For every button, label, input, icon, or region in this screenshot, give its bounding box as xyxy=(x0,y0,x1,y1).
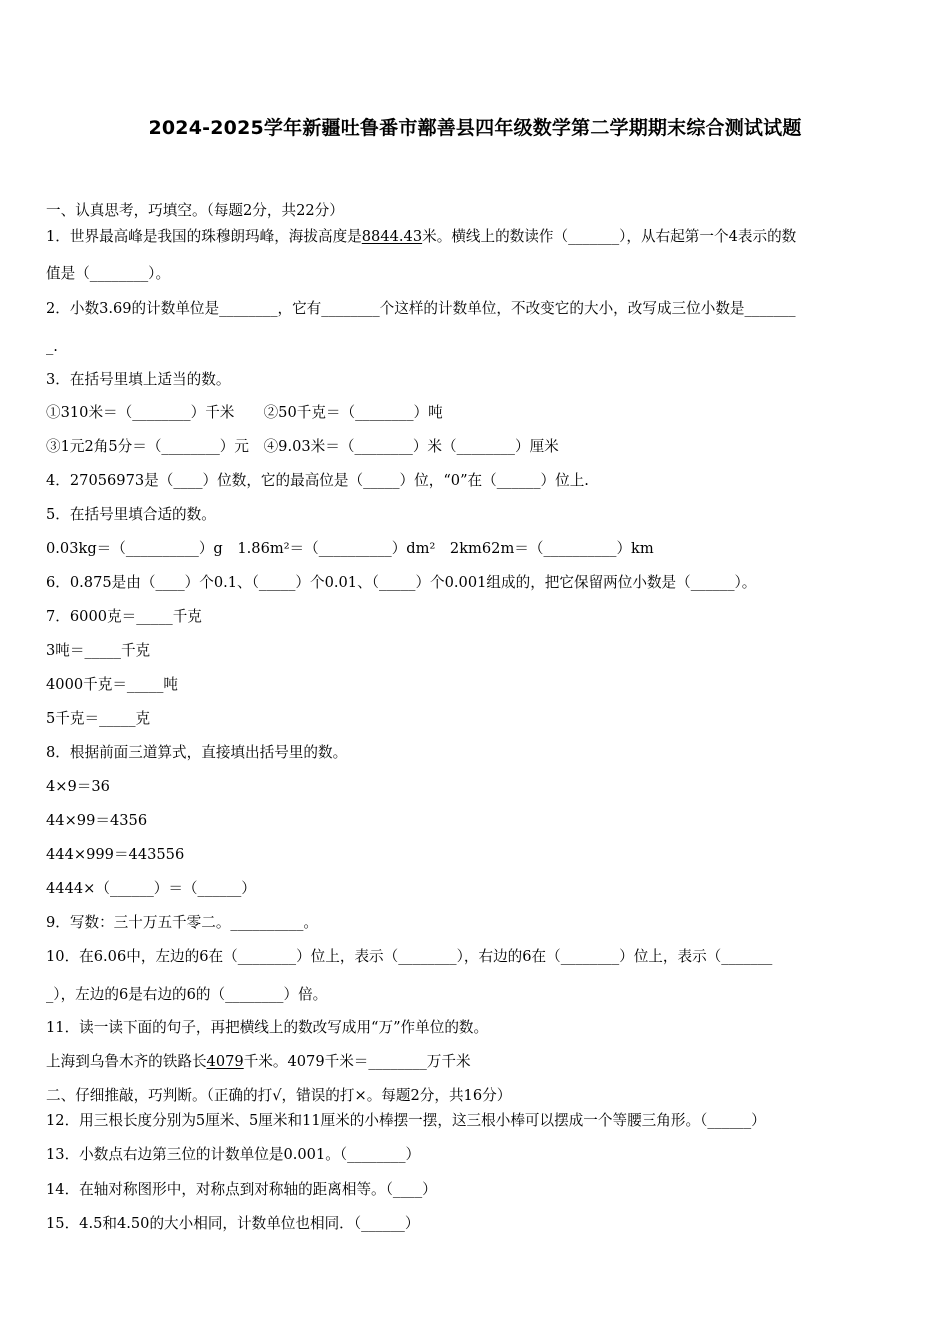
question-7-row-3: 4000千克＝_____吨 xyxy=(46,676,178,693)
question-2-line-1: 2．小数3.69的计数单位是________，它有________个这样的计数单位，不改变它的大小，改写成三位小数是_______ xyxy=(46,300,796,317)
question-11-underlined-number: 4079 xyxy=(206,1053,244,1070)
question-15: 15．4.5和4.50的大小相同，计数单位也相同．（______） xyxy=(46,1215,420,1232)
question-3-row-1: ①310米＝（________）千米 ②50千克＝（________）吨 xyxy=(46,404,443,421)
question-8: 8．根据前面三道算式，直接填出括号里的数。 xyxy=(46,744,348,761)
question-10-line-1: 10．在6.06中，左边的6在（________）位上，表示（________），右边的6在（________）位上，表示（_______ xyxy=(46,948,773,965)
section-two-heading: 二、仔细推敲，巧判断。（正确的打√，错误的打×。每题2分，共16分） xyxy=(46,1087,512,1104)
question-7-row-2: 3吨＝_____千克 xyxy=(46,642,151,659)
question-7-row-4: 5千克＝_____克 xyxy=(46,710,151,727)
question-6: 6．0.875是由（____）个0.1、（_____）个0.01、（_____）个0.001组成的，把它保留两位小数是（______）。 xyxy=(46,574,757,591)
question-8-equation-4: 4444×（______）＝（______） xyxy=(46,880,256,897)
question-8-equation-3: 444×999＝443556 xyxy=(46,846,185,863)
question-4: 4．27056973是（____）位数，它的最高位是（_____）位，“0”在（______）位上. xyxy=(46,472,589,489)
question-8-equation-2: 44×99＝4356 xyxy=(46,812,148,829)
section-one-heading: 一、认真思考，巧填空。（每题2分，共22分） xyxy=(46,202,344,219)
question-9: 9．写数：三十万五千零二。__________。 xyxy=(46,914,318,931)
exam-title: 2024-2025学年新疆吐鲁番市鄯善县四年级数学第二学期期末综合测试试题 xyxy=(148,117,802,139)
question-13: 13．小数点右边第三位的计数单位是0.001。（________） xyxy=(46,1146,421,1163)
question-11-text-a: 上海到乌鲁木齐的铁路长 xyxy=(46,1053,207,1070)
question-5: 5．在括号里填合适的数。 xyxy=(46,506,216,523)
question-7: 7．6000克＝_____千克 xyxy=(46,608,202,625)
question-3-row-2: ③1元2角5分＝（________）元 ④9.03米＝（________）米（________）厘米 xyxy=(46,438,559,455)
question-12: 12．用三根长度分别为5厘米、5厘米和11厘米的小棒摆一摆，这三根小棒可以摆成一个等腰三角形。（______） xyxy=(46,1112,766,1129)
question-1-text-b: 米。横线上的数读作（_______），从右起第一个4表示的数 xyxy=(422,228,797,245)
question-5-row: 0.03kg＝（__________）g 1.86m²＝（__________）dm² 2km62m＝（__________）km xyxy=(46,540,654,557)
question-14: 14．在轴对称图形中，对称点到对称轴的距离相等。（____） xyxy=(46,1181,437,1198)
question-10-line-2: _），左边的6是右边的6的（________）倍。 xyxy=(46,986,328,1003)
question-11-text-b: 千米。4079千米＝________万千米 xyxy=(243,1053,471,1070)
question-3: 3．在括号里填上适当的数。 xyxy=(46,371,231,388)
question-1-text-a: 1．世界最高峰是我国的珠穆朗玛峰，海拔高度是 xyxy=(46,228,362,245)
question-8-equation-1: 4×9＝36 xyxy=(46,778,110,795)
question-2-line-2: _. xyxy=(46,338,58,355)
question-1-underlined-number: 8844.43 xyxy=(361,228,423,245)
question-1-line-2: 值是（________）。 xyxy=(46,265,171,282)
question-1-line-1 xyxy=(46,227,796,247)
question-11: 11．读一读下面的句子，再把横线上的数改写成用“万”作单位的数。 xyxy=(46,1019,489,1036)
question-11-sentence xyxy=(46,1052,471,1072)
